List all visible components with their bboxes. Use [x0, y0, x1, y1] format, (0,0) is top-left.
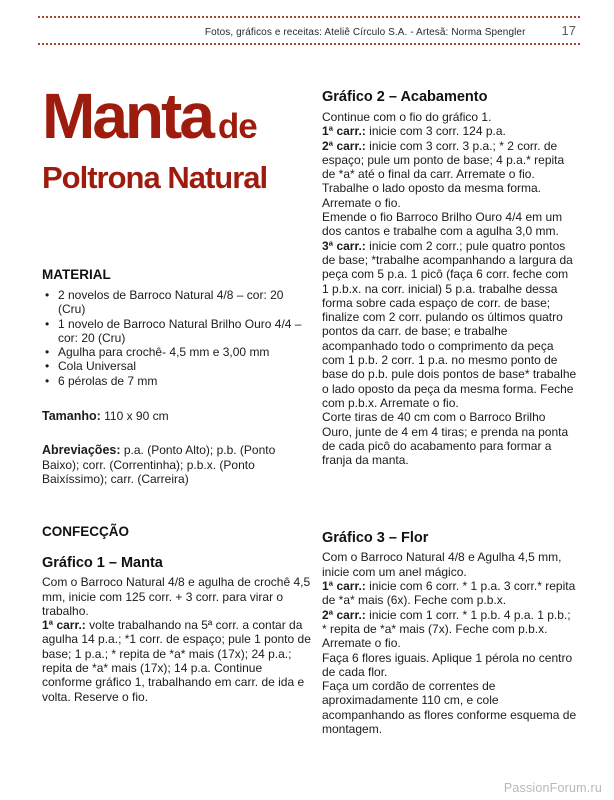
- confeccao-heading: CONFECÇÃO: [42, 524, 129, 540]
- left-column: [42, 80, 312, 704]
- title-line1: [42, 80, 312, 152]
- title-word-manta: Manta: [42, 80, 212, 152]
- material-item: [42, 359, 312, 373]
- grafico2-paragraph: [322, 110, 578, 124]
- row-label: 1ª carr.:: [42, 618, 86, 633]
- bullet-icon: •: [45, 288, 50, 302]
- material-item-text: 1 novelo de Barroco Natural Brilho Ouro 4/4 – cor: 20 (Cru): [58, 316, 302, 345]
- watermark: PassionForum.ru: [503, 781, 602, 795]
- paragraph-text: Com o Barroco Natural 4/8 e Agulha 4,5 mm, inicie com um anel mágico.: [322, 550, 562, 579]
- bullet-icon: •: [45, 359, 50, 374]
- paragraph-text: inicie com 6 corr. * 1 p.a. 3 corr.* repita de *a* mais (6x). Feche com p.b.x.: [322, 579, 576, 608]
- grafico2-paragraph: [322, 124, 578, 138]
- row-label: 2ª carr.:: [322, 607, 366, 622]
- paragraph-text: Continue com o fio do gráfico 1.: [322, 110, 492, 124]
- grafico3-paragraph: [322, 651, 578, 680]
- size-line: [42, 409, 312, 423]
- grafico2-paragraph: [322, 410, 578, 467]
- paragraph-text: volte trabalhando na 5ª corr. a contar da agulha 14 p.a.; *1 corr. de espaço; pule 1 ponto de base; 1 p.a.; * repita de *a* mais (17x); 24 p.a.; repita de *a* mais (17x); 14 p.a. Continue conforme gráfico 1, trabalhando em carr. de ida e volta. Reserve o fio.: [42, 618, 311, 704]
- grafico2-paragraph: [322, 139, 578, 210]
- material-item-text: 2 novelos de Barroco Natural 4/8 – cor: 20 (Cru): [58, 288, 284, 317]
- abbreviations-text: p.a. (Ponto Alto); p.b. (Ponto Baixo); corr. (Correntinha); p.b.x. (Ponto Baixíssimo); carr. (Carreira): [42, 443, 276, 486]
- paragraph-text: inicie com 1 corr. * 1 p.b. 4 p.a. 1 p.b.; * repita de *a* mais (7x). Feche com p.b.x. Arremate o fio.: [322, 607, 571, 651]
- size-value: 110 x 90 cm: [100, 409, 169, 424]
- row-label: 1ª carr.:: [322, 579, 366, 594]
- bullet-icon: •: [45, 316, 50, 331]
- title-line2: Poltrona Natural: [42, 160, 268, 195]
- paragraph-text: inicie com 3 corr. 124 p.a.: [365, 124, 506, 139]
- grafico3-paragraph: [322, 579, 578, 608]
- grafico1-paragraph: [42, 618, 312, 704]
- material-item: [42, 288, 312, 317]
- paragraph-text: Emende o fio Barroco Brilho Ouro 4/4 em um dos cantos e trabalhe com a agulha 3,0 mm.: [322, 210, 563, 239]
- title-word-de: de: [217, 107, 257, 146]
- header-dotted-line-bottom: [38, 43, 580, 45]
- page-header: [38, 16, 580, 45]
- header-row: [38, 18, 580, 43]
- grafico3-paragraph: [322, 608, 578, 651]
- material-heading: MATERIAL: [42, 267, 111, 282]
- grafico3-heading: Gráfico 3 – Flor: [322, 530, 429, 547]
- material-item-text: Cola Universal: [58, 359, 137, 374]
- page-number: 17: [561, 23, 576, 38]
- grafico1-paragraph: [42, 575, 312, 618]
- paragraph-text: Com o Barroco Natural 4/8 e agulha de crochê 4,5 mm, inicie com 125 corr. + 3 corr. para virar o trabalho.: [42, 575, 311, 618]
- grafico2-paragraph: [322, 239, 578, 411]
- abbreviations-label: Abreviações:: [42, 443, 121, 458]
- material-item: [42, 374, 312, 388]
- material-item-text: 6 pérolas de 7 mm: [58, 373, 158, 388]
- abbreviations: [42, 443, 312, 486]
- material-list: [42, 288, 312, 388]
- paragraph-text: inicie com 2 corr.; pule quatro pontos de base; *trabalhe acompanhando a largura da peça com 5 p.a. 1 picô (faça 6 corr. feche com 1 p.b.x. na corr. inicial) 5 p.a. trabalhe dessa forma sobre cada espaço de corr. de base; finalize com 2 corr. pulando os últimos quatro pontos da carr. de base; e trabalhe acompanhado todo o comprimento da peça com 1 p.b. 2 corr. 1 p.a. no mesmo ponto de base do p.b. pule dois pontos de base* trabalhe o lado oposto da peça da mesma forma. Feche com p.b.x. Arremate o fio.: [322, 238, 577, 410]
- paragraph-text: inicie com 3 corr. 3 p.a.; * 2 corr. de espaço; pule um ponto de base; 4 p.a.* repita de *a* até o final da carr. Arremate o fio. Trabalhe o lado oposto da mesma forma. Arremate o fio.: [322, 138, 565, 210]
- bullet-icon: •: [45, 373, 50, 388]
- article-title: [42, 80, 312, 195]
- grafico3-paragraph: [322, 679, 578, 736]
- bullet-icon: •: [45, 345, 50, 360]
- row-label: 3ª carr.:: [322, 238, 366, 253]
- paragraph-text: Faça 6 flores iguais. Aplique 1 pérola no centro de cada flor.: [322, 650, 573, 679]
- material-item-text: Agulha para crochê- 4,5 mm e 3,00 mm: [58, 345, 270, 360]
- right-column: [322, 88, 578, 736]
- grafico2-paragraph: [322, 210, 578, 239]
- material-item: [42, 345, 312, 359]
- grafico3-paragraph: [322, 550, 578, 579]
- grafico1-heading: Gráfico 1 – Manta: [42, 555, 163, 572]
- row-label: 2ª carr.:: [322, 138, 366, 153]
- material-item: [42, 317, 312, 346]
- paragraph-text: Corte tiras de 40 cm com o Barroco Brilho Ouro, junte de 4 em 4 tiras; e prenda na ponta de cada picô do acabamento para formar a franja da manta.: [322, 410, 569, 468]
- size-label: Tamanho:: [42, 409, 101, 424]
- grafico2-heading: Gráfico 2 – Acabamento: [322, 89, 488, 105]
- paragraph-text: Faça um cordão de correntes de aproximadamente 110 cm, e cole acompanhando as flores conforme esquema de montagem.: [322, 679, 577, 736]
- row-label: 1ª carr.:: [322, 124, 366, 139]
- header-credits: Fotos, gráficos e receitas: Ateliê Círculo S.A. - Artesã: Norma Spengler: [204, 27, 526, 38]
